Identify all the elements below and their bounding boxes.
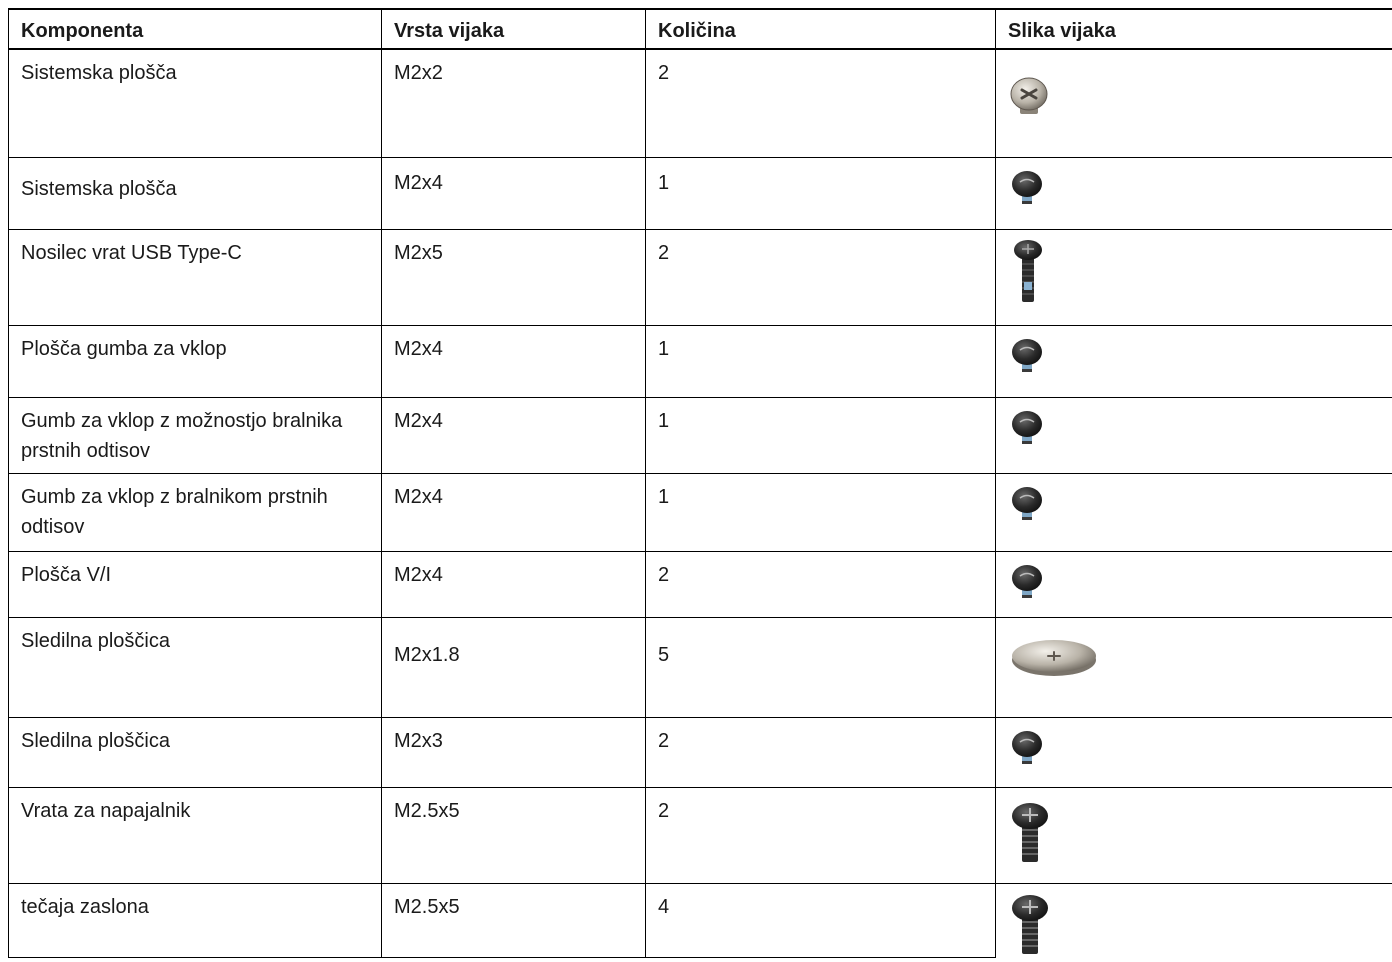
header-screw-image: Slika vijaka — [996, 9, 1392, 49]
cell-screw-type: M2x3 — [382, 717, 646, 787]
table-row — [9, 617, 1392, 717]
cell-component: Sistemska plošča — [9, 49, 382, 157]
cell-screw-type: M2x4 — [382, 551, 646, 617]
cell-quantity: 2 — [646, 551, 996, 617]
header-quantity: Količina — [646, 9, 996, 49]
black-screw-icon — [1008, 406, 1048, 456]
table-row — [9, 325, 1392, 397]
black-screw-icon — [1008, 482, 1048, 532]
cell-screw-image — [996, 157, 1392, 229]
cell-component: Plošča V/I — [9, 551, 382, 617]
cell-component: Sledilna ploščica — [9, 717, 382, 787]
cell-screw-image — [996, 473, 1392, 551]
cell-screw-type: M2x4 — [382, 473, 646, 551]
black-screw-icon — [1008, 560, 1048, 610]
screw-table — [8, 8, 1392, 958]
cell-component: tečaja zaslona — [9, 883, 382, 958]
table-row — [9, 883, 1392, 958]
silver-flat-screw-icon — [1008, 634, 1100, 684]
cell-screw-type: M2x4 — [382, 157, 646, 229]
table-row — [9, 157, 1392, 229]
black-screw-icon — [1008, 166, 1048, 216]
cell-screw-type: M2x2 — [382, 49, 646, 157]
cell-quantity: 2 — [646, 229, 996, 325]
table-header-row — [9, 9, 1392, 49]
cell-component: Vrata za napajalnik — [9, 787, 382, 883]
table-row — [9, 551, 1392, 617]
cell-component: Sledilna ploščica — [9, 617, 382, 717]
cell-quantity: 4 — [646, 883, 996, 958]
cell-screw-image — [996, 717, 1392, 787]
cell-quantity: 2 — [646, 787, 996, 883]
header-screw-type: Vrsta vijaka — [382, 9, 646, 49]
black-large-screw-icon — [1008, 800, 1052, 866]
cell-quantity: 5 — [646, 617, 996, 717]
silver-short-screw-icon — [1008, 70, 1056, 130]
cell-quantity: 1 — [646, 325, 996, 397]
black-large-screw-icon — [1008, 892, 1052, 958]
cell-screw-image — [996, 229, 1392, 325]
cell-component: Gumb za vklop z bralnikom prstnih odtisov — [9, 473, 382, 551]
cell-screw-type: M2x1.8 — [382, 617, 646, 717]
cell-screw-type: M2x4 — [382, 325, 646, 397]
cell-screw-image — [996, 397, 1392, 473]
cell-component: Sistemska plošča — [9, 157, 382, 229]
cell-screw-image — [996, 49, 1392, 157]
cell-screw-type: M2x4 — [382, 397, 646, 473]
header-component: Komponenta — [9, 9, 382, 49]
cell-component: Gumb za vklop z možnostjo bralnika prstnih odtisov — [9, 397, 382, 473]
cell-quantity: 1 — [646, 157, 996, 229]
cell-screw-image — [996, 883, 1392, 958]
cell-quantity: 1 — [646, 397, 996, 473]
cell-screw-image — [996, 617, 1392, 717]
black-screw-icon — [1008, 726, 1048, 776]
cell-screw-type: M2.5x5 — [382, 883, 646, 958]
cell-screw-image — [996, 551, 1392, 617]
table-row — [9, 473, 1392, 551]
cell-quantity: 1 — [646, 473, 996, 551]
cell-component: Plošča gumba za vklop — [9, 325, 382, 397]
cell-screw-type: M2.5x5 — [382, 787, 646, 883]
cell-quantity: 2 — [646, 717, 996, 787]
table-row — [9, 717, 1392, 787]
black-screw-icon — [1008, 334, 1048, 384]
table-row — [9, 49, 1392, 157]
black-long-screw-icon — [1008, 236, 1048, 306]
cell-screw-type: M2x5 — [382, 229, 646, 325]
cell-screw-image — [996, 787, 1392, 883]
cell-screw-image — [996, 325, 1392, 397]
cell-component: Nosilec vrat USB Type-C — [9, 229, 382, 325]
table-row — [9, 397, 1392, 473]
table-row — [9, 787, 1392, 883]
table-row — [9, 229, 1392, 325]
cell-quantity: 2 — [646, 49, 996, 157]
